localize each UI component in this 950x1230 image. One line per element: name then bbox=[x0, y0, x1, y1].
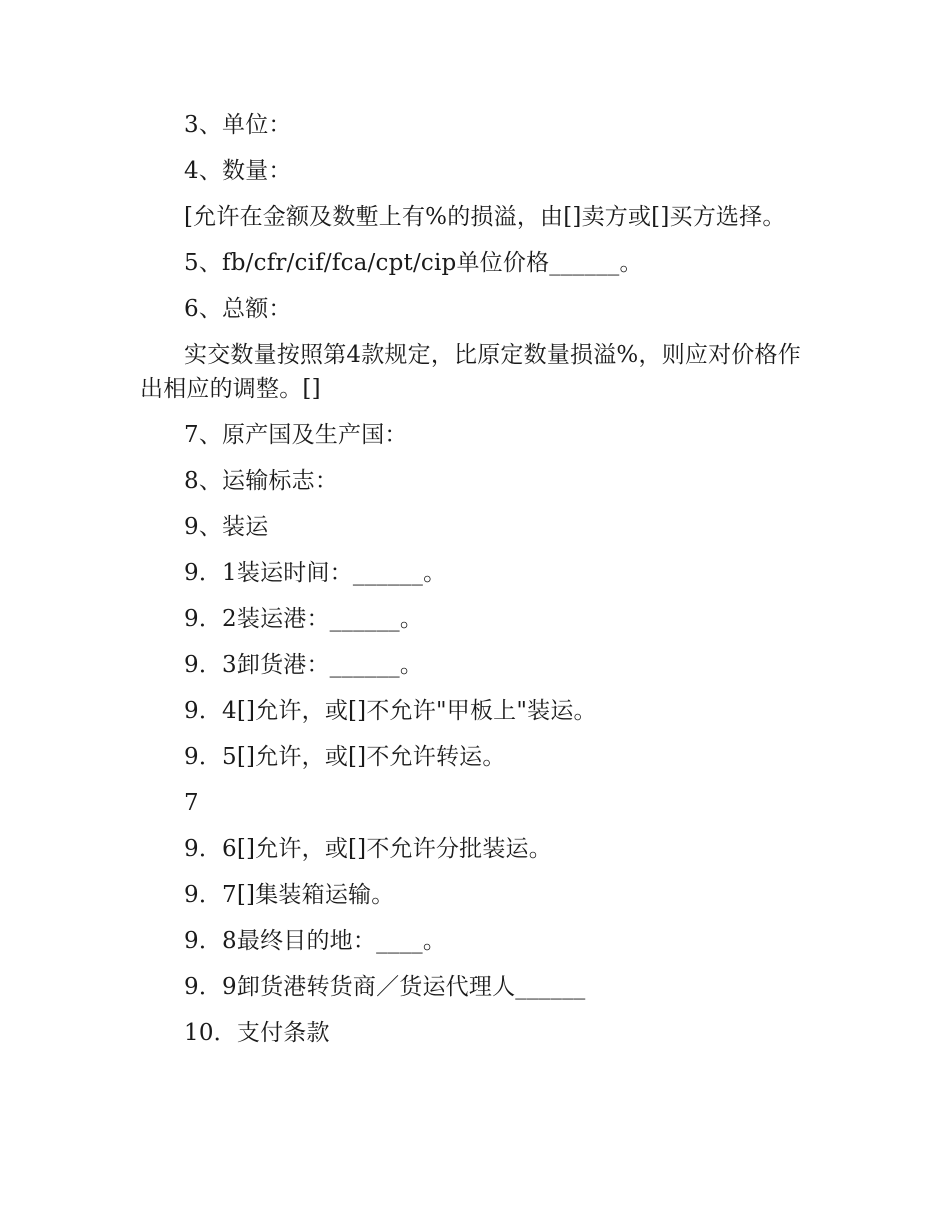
item-3-unit: 3、单位： bbox=[184, 112, 292, 138]
item-9-2-loading-port: 9．2装运港：______。 bbox=[184, 606, 424, 632]
item-5-unit-price: 5、fb/cfr/cif/fca/cpt/cip单位价格______。 bbox=[184, 250, 643, 276]
item-4-quantity: 4、数量： bbox=[184, 158, 292, 184]
document-body bbox=[140, 108, 810, 1062]
item-6-total-amount: 6、总额： bbox=[184, 296, 292, 322]
item-9-shipment: 9、装运 bbox=[184, 514, 269, 540]
item-7-origin: 7、原产国及生产国： bbox=[184, 422, 408, 448]
item-9-4-on-deck: 9．4[]允许，或[]不允许"甲板上"装运。 bbox=[184, 698, 597, 724]
item-9-1-shipment-time: 9．1装运时间：______。 bbox=[184, 560, 447, 586]
item-9-8-destination: 9．8最终目的地：____。 bbox=[184, 928, 447, 954]
item-9-7-container: 9．7[]集装箱运输。 bbox=[184, 882, 395, 908]
item-9-9-forwarder: 9．9卸货港转货商／货运代理人______ bbox=[184, 974, 586, 1000]
page-number-marker: 7 bbox=[184, 790, 199, 816]
item-9-5-transshipment: 9．5[]允许，或[]不允许转运。 bbox=[184, 744, 506, 770]
price-adjustment-clause: 实交数量按照第4款规定，比原定数量损溢%，则应对价格作出相应的调整。[] bbox=[140, 342, 801, 402]
item-10-payment-terms: 10．支付条款 bbox=[184, 1020, 330, 1046]
item-9-6-partial-shipment: 9．6[]允许，或[]不允许分批装运。 bbox=[184, 836, 552, 862]
item-9-3-discharge-port: 9．3卸货港：______。 bbox=[184, 652, 424, 678]
quantity-tolerance-clause: [允许在金额及数塹上有%的损溢，由[]卖方或[]买方选择。 bbox=[184, 204, 786, 230]
item-8-shipping-marks: 8、运输标志： bbox=[184, 468, 339, 494]
